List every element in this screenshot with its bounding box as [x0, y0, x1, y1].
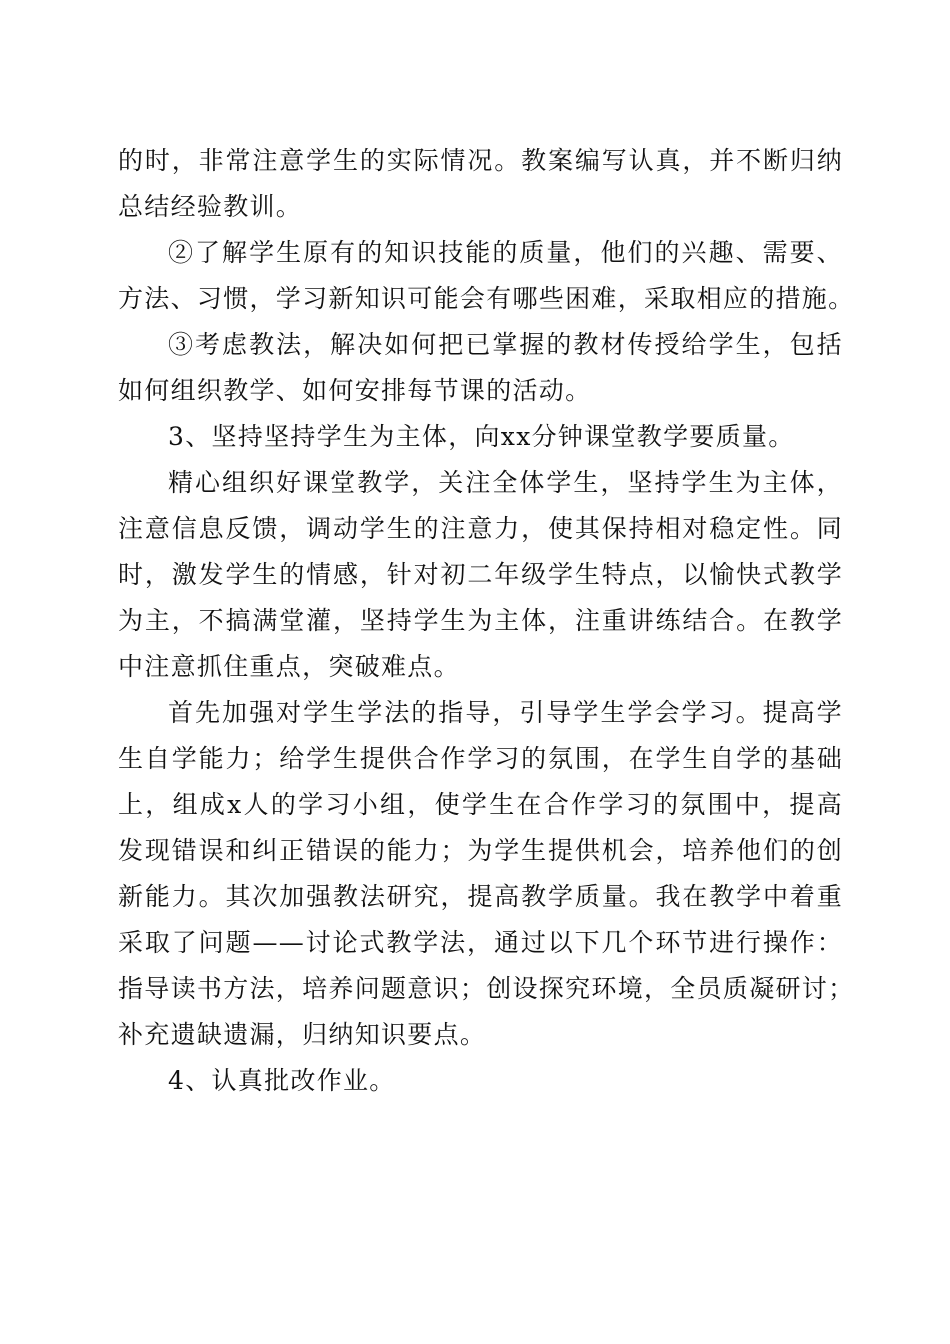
text-line: 精心组织好课堂教学，关注全体学生，坚持学生为主体， — [168, 468, 843, 497]
paragraph-understand-students — [118, 230, 855, 322]
text-line: 的时，非常注意学生的实际情况。教案编写认真，并不断归纳 — [118, 146, 843, 175]
text-line: ②了解学生原有的知识技能的质量，他们的兴趣、需要、 — [168, 238, 843, 267]
paragraph-classroom-teaching — [118, 460, 843, 690]
text-line: 上，组成x人的学习小组，使学生在合作学习的氛围中，提高 — [118, 790, 843, 819]
text-line: ③考虑教法，解决如何把已掌握的教材传授给学生，包括 — [168, 330, 843, 359]
paragraph-teaching-method — [118, 322, 843, 414]
text-line: 如何组织教学、如何安排每节课的活动。 — [118, 376, 592, 405]
paragraph-learning-methods — [118, 690, 855, 1058]
text-line: 新能力。其次加强教法研究，提高教学质量。我在教学中着重 — [118, 882, 843, 911]
text-line: 中注意抓住重点，突破难点。 — [118, 652, 460, 681]
paragraph-teaching-prep — [118, 138, 843, 230]
text-line: 指导读书方法，培养问题意识；创设探究环境，全员质凝研讨； — [118, 974, 855, 1003]
text-line: 采取了问题——讨论式教学法，通过以下几个环节进行操作： — [118, 928, 843, 957]
text-line: 3、坚持坚持学生为主体，向xx分钟课堂教学要质量。 — [168, 422, 795, 451]
document-page — [118, 138, 855, 1104]
text-line: 发现错误和纠正错误的能力；为学生提供机会，培养他们的创 — [118, 836, 843, 865]
text-line: 生自学能力；给学生提供合作学习的氛围，在学生自学的基础 — [118, 744, 843, 773]
text-line: 为主，不搞满堂灌，坚持学生为主体，注重讲练结合。在教学 — [118, 606, 843, 635]
section-heading-4 — [118, 1058, 843, 1104]
text-line: 4、认真批改作业。 — [168, 1066, 396, 1095]
text-line: 首先加强对学生学法的指导，引导学生学会学习。提高学 — [168, 698, 843, 727]
text-line: 总结经验教训。 — [118, 192, 303, 221]
text-line: 注意信息反馈，调动学生的注意力，使其保持相对稳定性。同 — [118, 514, 843, 543]
text-line: 时，激发学生的情感，针对初二年级学生特点，以愉快式教学 — [118, 560, 843, 589]
section-heading-3 — [118, 414, 843, 460]
text-line: 补充遗缺遗漏，归纳知识要点。 — [118, 1020, 487, 1049]
text-line: 方法、习惯，学习新知识可能会有哪些困难，采取相应的措施。 — [118, 284, 855, 313]
